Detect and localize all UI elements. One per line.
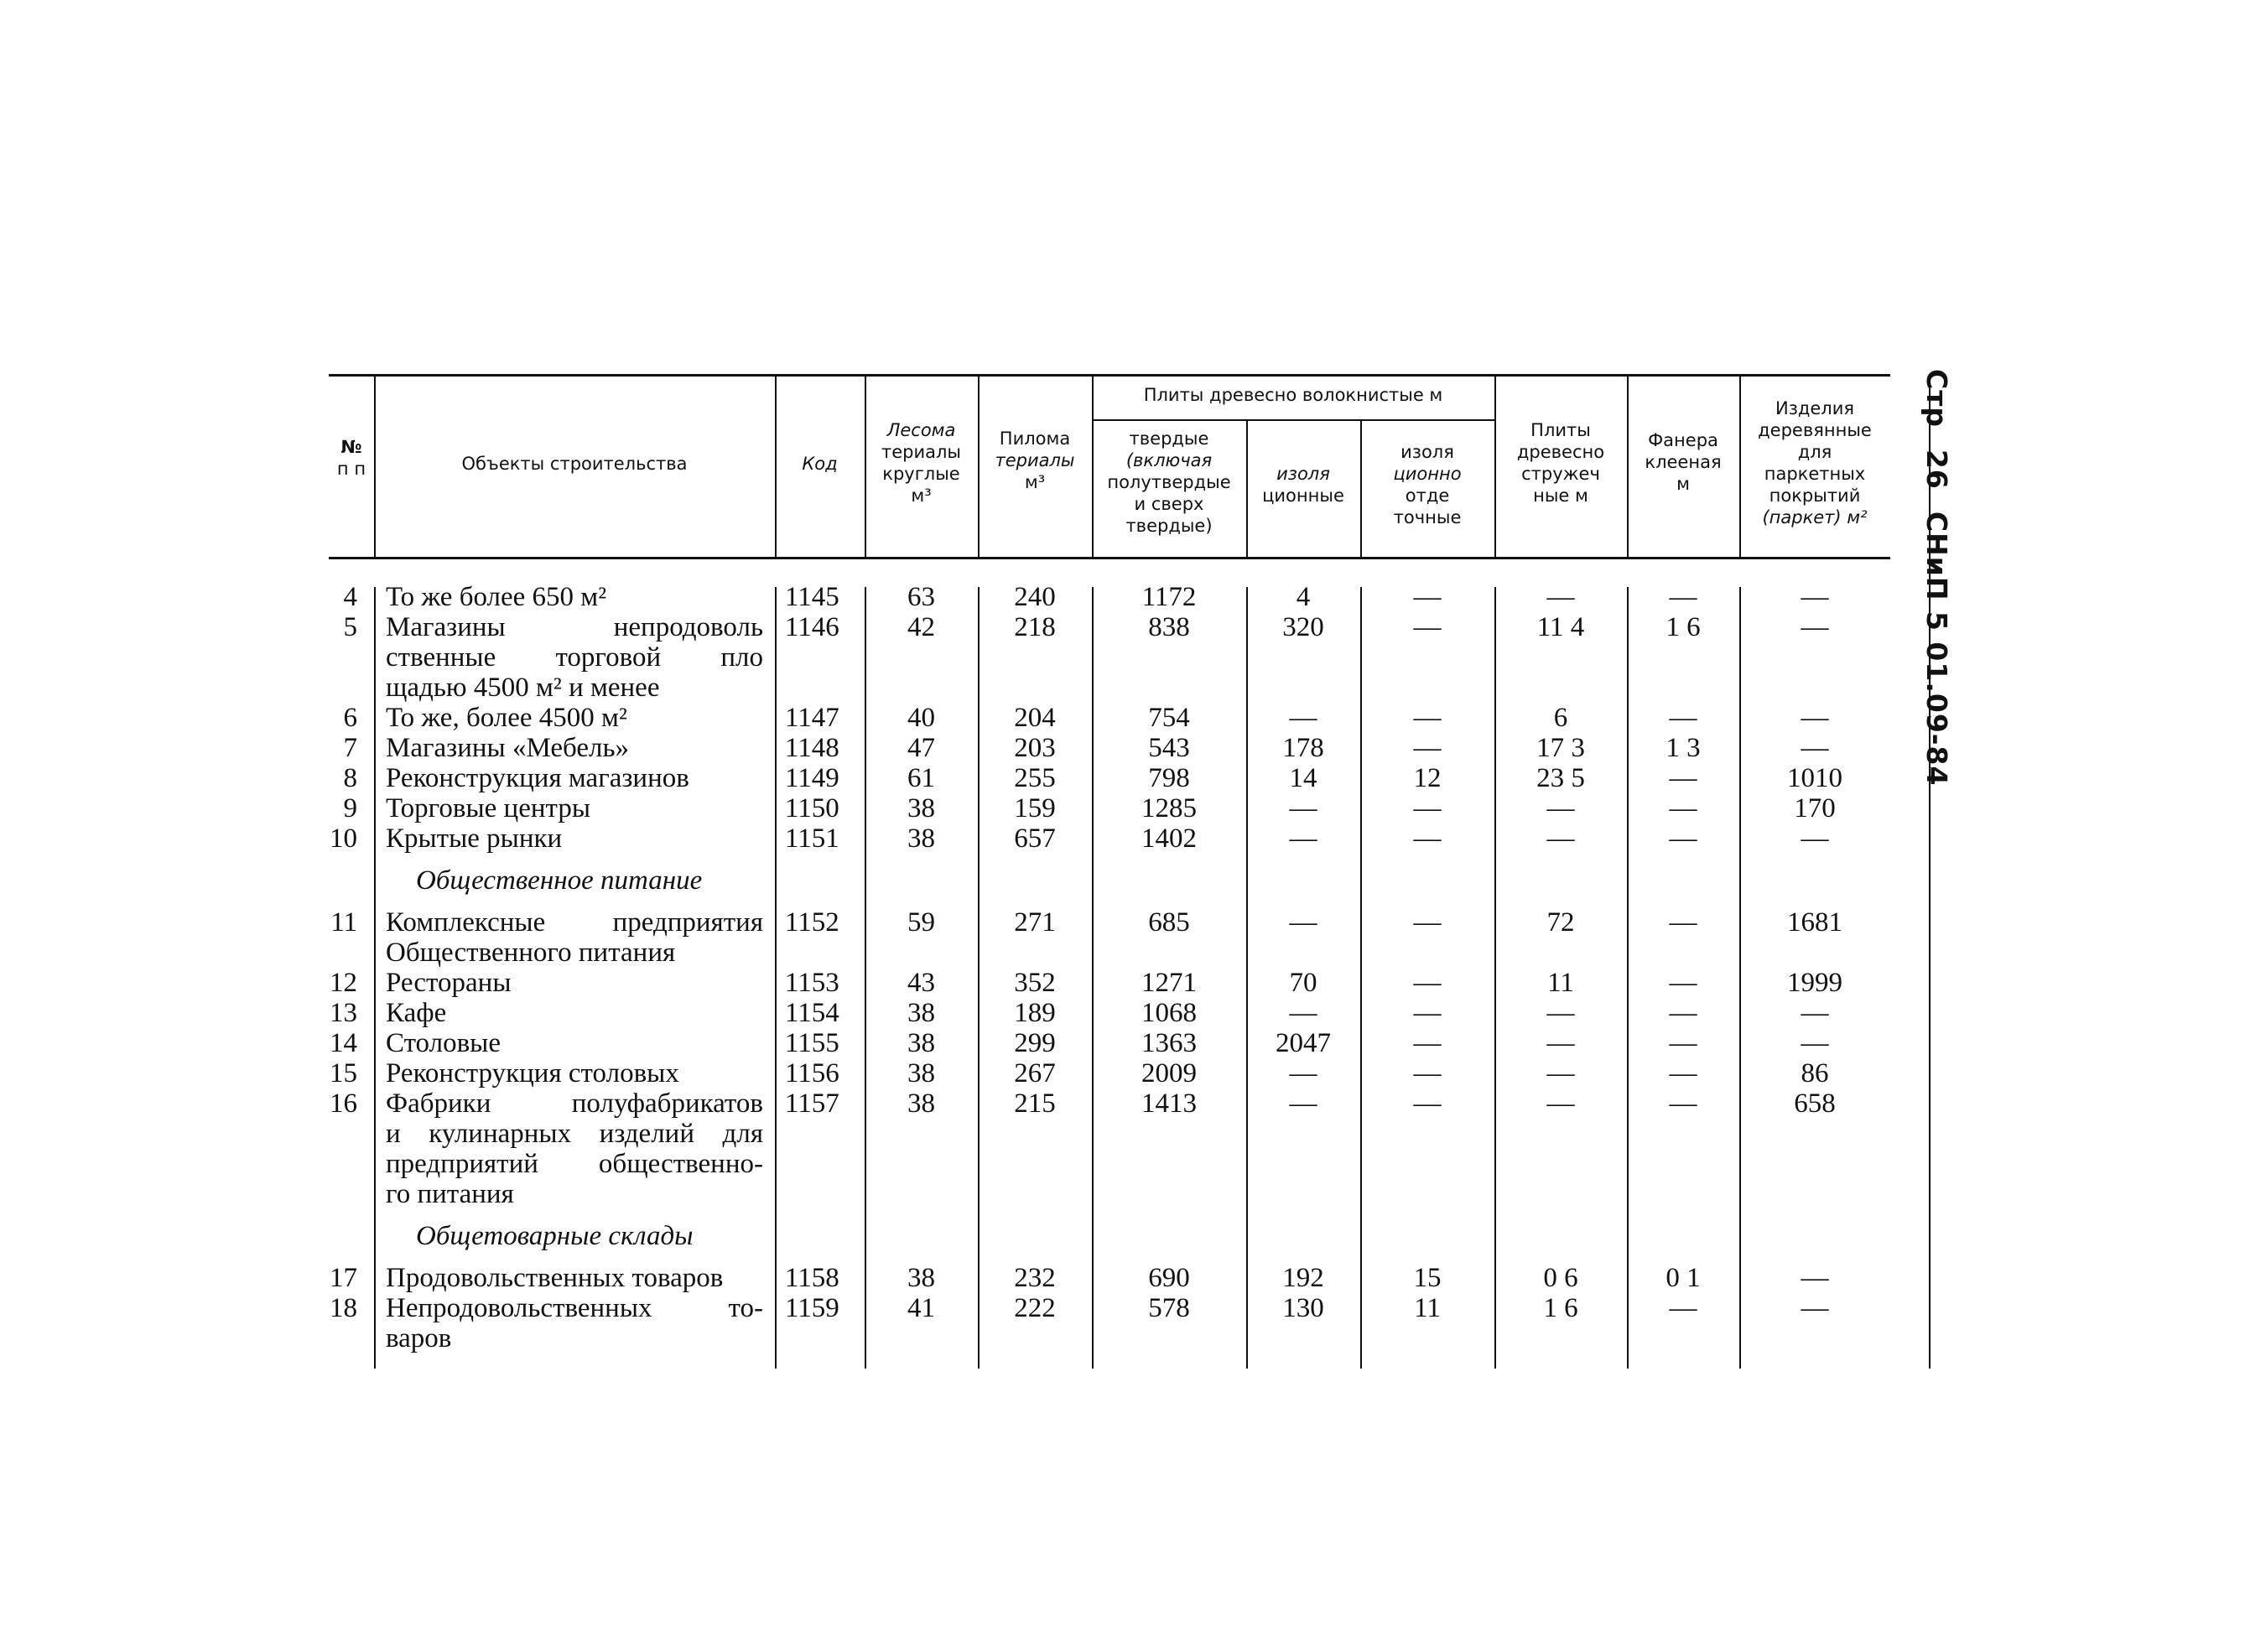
header-insul: [1246, 463, 1360, 507]
header-line: м³: [1024, 472, 1046, 492]
cell-round: 42: [907, 612, 935, 642]
cell-chip: —: [1546, 1028, 1575, 1058]
header-line: изоля: [1276, 464, 1330, 484]
section-heading: Общетоварные склады: [416, 1221, 694, 1251]
header-line: древесно: [1516, 442, 1605, 462]
cell-round: 38: [907, 1088, 935, 1119]
cell-insul: 14: [1289, 763, 1317, 793]
header-line: Пилома: [999, 429, 1071, 449]
cell-sawn: 189: [1014, 998, 1056, 1028]
cell-hard: 798: [1148, 763, 1190, 793]
cell-hard: 2009: [1141, 1058, 1197, 1088]
cell-insul-fin: 15: [1413, 1263, 1442, 1293]
header-roundwood: [865, 419, 978, 507]
cell-chip: —: [1546, 793, 1575, 823]
cell-chip: 1 6: [1543, 1293, 1578, 1323]
header-no-line: п п: [336, 459, 366, 479]
cell-plywood: —: [1669, 1293, 1697, 1323]
cell-chip: 23 5: [1536, 763, 1585, 793]
header-line: твердые: [1129, 429, 1209, 449]
row-number: 5: [343, 612, 357, 642]
row-number: 15: [330, 1058, 357, 1088]
cell-sawn: 255: [1014, 763, 1056, 793]
header-line: и сверх: [1134, 494, 1204, 514]
cell-hard: 1402: [1141, 823, 1197, 854]
cell-insul-fin: —: [1413, 1058, 1442, 1088]
object-name: Реконструкция столовых: [386, 1058, 679, 1088]
side-label-document-code: СНиП 5 01.09-84: [1920, 511, 1953, 787]
header-code: [775, 453, 865, 475]
header-insul-finishing: [1360, 441, 1494, 528]
cell-sawn: 222: [1014, 1293, 1056, 1323]
object-name: Кафе: [386, 998, 447, 1028]
header-line: стружеч: [1521, 464, 1600, 484]
object-name: Общественного питания: [386, 938, 676, 968]
cell-chip: 6: [1553, 703, 1568, 733]
header-line: (паркет) м²: [1762, 507, 1868, 527]
header-line: м: [1676, 474, 1690, 494]
cell-hard: 1363: [1141, 1028, 1197, 1058]
object-name: Столовые: [386, 1028, 501, 1058]
object-name: ственные торговой пло: [386, 642, 763, 673]
header-line: ные м: [1533, 486, 1588, 506]
row-code: 1154: [785, 998, 839, 1028]
row-number: 16: [330, 1088, 357, 1119]
cell-hard: 1172: [1141, 582, 1197, 612]
row-number: 13: [330, 998, 357, 1028]
cell-plywood: —: [1669, 1058, 1697, 1088]
cell-round: 38: [907, 1263, 935, 1293]
cell-plywood: —: [1669, 823, 1697, 854]
cell-chip: —: [1546, 998, 1575, 1028]
header-bottom-rule: [329, 557, 1890, 559]
header-line: териалы: [995, 450, 1075, 470]
cell-parquet: —: [1801, 582, 1829, 612]
row-code: 1158: [785, 1263, 839, 1293]
cell-hard: 1413: [1141, 1088, 1197, 1119]
cell-insul: —: [1289, 793, 1317, 823]
header-plywood: [1627, 429, 1739, 495]
header-group-text: Плиты древесно волокнистые м: [1143, 385, 1443, 405]
cell-plywood: —: [1669, 703, 1697, 733]
row-code: 1147: [785, 703, 839, 733]
cell-plywood: —: [1669, 968, 1697, 998]
row-code: 1159: [785, 1293, 839, 1323]
row-code: 1150: [785, 793, 839, 823]
cell-plywood: —: [1669, 998, 1697, 1028]
header-chipboard: [1494, 419, 1627, 507]
cell-sawn: 159: [1014, 793, 1056, 823]
header-line: отде: [1405, 486, 1450, 506]
cell-parquet: 170: [1794, 793, 1836, 823]
cell-insul-fin: —: [1413, 998, 1442, 1028]
cell-insul: 192: [1282, 1263, 1324, 1293]
row-number: 12: [330, 968, 357, 998]
cell-hard: 754: [1148, 703, 1190, 733]
cell-insul-fin: —: [1413, 907, 1442, 938]
object-name: Рестораны: [386, 968, 512, 998]
cell-round: 38: [907, 998, 935, 1028]
cell-insul-fin: —: [1413, 1088, 1442, 1119]
header-line: для: [1797, 442, 1832, 462]
cell-insul-fin: —: [1413, 968, 1442, 998]
cell-insul: 178: [1282, 733, 1324, 763]
header-line: териалы: [881, 442, 961, 462]
cell-insul-fin: —: [1413, 703, 1442, 733]
cell-sawn: 240: [1014, 582, 1056, 612]
cell-sawn: 352: [1014, 968, 1056, 998]
cell-sawn: 215: [1014, 1088, 1056, 1119]
cell-round: 40: [907, 703, 935, 733]
object-name: Торговые центры: [386, 793, 591, 823]
cell-sawn: 203: [1014, 733, 1056, 763]
cell-round: 43: [907, 968, 935, 998]
cell-chip: 11: [1547, 968, 1574, 998]
cell-plywood: —: [1669, 793, 1697, 823]
row-number: 8: [343, 763, 357, 793]
cell-chip: —: [1546, 823, 1575, 854]
cell-parquet: —: [1801, 733, 1829, 763]
side-label-page: Стр: [1920, 369, 1953, 428]
cell-hard: 1068: [1141, 998, 1197, 1028]
cell-sawn: 267: [1014, 1058, 1056, 1088]
header-hard: [1092, 428, 1246, 537]
cell-chip: —: [1546, 1058, 1575, 1088]
header-line: полутвердые: [1107, 472, 1231, 492]
cell-plywood: 1 6: [1666, 612, 1701, 642]
cell-plywood: —: [1669, 907, 1697, 938]
cell-round: 47: [907, 733, 935, 763]
body-col-sep: [775, 587, 777, 1369]
cell-parquet: —: [1801, 612, 1829, 642]
cell-round: 41: [907, 1293, 935, 1323]
header-line: Фанера: [1648, 430, 1718, 450]
cell-insul: 70: [1289, 968, 1317, 998]
header-line: ционные: [1262, 486, 1344, 506]
cell-parquet: —: [1801, 998, 1829, 1028]
object-name: То же более 650 м²: [386, 582, 607, 612]
object-name: Фабрики полуфабрикатов: [386, 1088, 763, 1119]
header-fibre-group: [1092, 384, 1494, 406]
page-side-label: [1920, 369, 1953, 808]
row-code: 1151: [785, 823, 839, 854]
cell-sawn: 271: [1014, 907, 1056, 938]
row-number: 18: [330, 1293, 357, 1323]
row-code: 1157: [785, 1088, 839, 1119]
cell-round: 38: [907, 793, 935, 823]
header-line: точные: [1393, 507, 1462, 527]
cell-hard: 1285: [1141, 793, 1197, 823]
cell-parquet: 1999: [1787, 968, 1842, 998]
cell-sawn: 232: [1014, 1263, 1056, 1293]
cell-insul: 130: [1282, 1293, 1324, 1323]
cell-plywood: —: [1669, 1028, 1697, 1058]
header-parquet: [1739, 397, 1890, 528]
header-line: Плиты: [1530, 420, 1591, 440]
cell-sawn: 204: [1014, 703, 1056, 733]
top-rule: [329, 374, 1890, 377]
object-name: Магазины «Мебель»: [386, 733, 630, 763]
row-code: 1148: [785, 733, 839, 763]
row-number: 7: [343, 733, 357, 763]
header-line: деревянные: [1758, 420, 1872, 440]
cell-parquet: —: [1801, 1263, 1829, 1293]
header-line: (включая: [1125, 450, 1213, 470]
section-heading: Общественное питание: [416, 865, 703, 896]
header-line: паркетных: [1764, 464, 1866, 484]
cell-plywood: 1 3: [1666, 733, 1701, 763]
object-name: Крытые рынки: [386, 823, 563, 854]
cell-hard: 685: [1148, 907, 1190, 938]
cell-insul: 320: [1282, 612, 1324, 642]
row-number: 14: [330, 1028, 357, 1058]
row-code: 1155: [785, 1028, 839, 1058]
header-sawn: [978, 428, 1092, 493]
cell-insul-fin: —: [1413, 793, 1442, 823]
cell-parquet: —: [1801, 1028, 1829, 1058]
cell-sawn: 657: [1014, 823, 1056, 854]
header-line: м³: [911, 486, 932, 506]
row-code: 1153: [785, 968, 839, 998]
cell-parquet: —: [1801, 823, 1829, 854]
cell-round: 38: [907, 1028, 935, 1058]
cell-sawn: 218: [1014, 612, 1056, 642]
cell-parquet: 86: [1801, 1058, 1829, 1088]
cell-insul-fin: 12: [1413, 763, 1442, 793]
cell-parquet: —: [1801, 703, 1829, 733]
cell-parquet: —: [1801, 1293, 1829, 1323]
cell-insul-fin: 11: [1414, 1293, 1441, 1323]
header-line: клееная: [1645, 452, 1722, 472]
row-code: 1152: [785, 907, 839, 938]
cell-insul-fin: —: [1413, 823, 1442, 854]
cell-chip: 17 3: [1536, 733, 1585, 763]
object-name: То же, более 4500 м²: [386, 703, 627, 733]
header-line: изоля: [1401, 442, 1454, 462]
cell-insul: 2047: [1276, 1028, 1331, 1058]
row-number: 17: [330, 1263, 357, 1293]
object-name: Продовольственных товаров: [386, 1263, 724, 1293]
header-line: твердые): [1125, 516, 1213, 536]
row-number: 9: [343, 793, 357, 823]
cell-sawn: 299: [1014, 1028, 1056, 1058]
cell-parquet: 1681: [1787, 907, 1842, 938]
cell-insul-fin: —: [1413, 733, 1442, 763]
object-name: предприятий общественно-: [386, 1149, 763, 1179]
header-line: Лесома: [886, 420, 956, 440]
header-object-text: Объекты строительства: [461, 454, 688, 474]
object-name: го питания: [386, 1179, 514, 1209]
object-name: и кулинарных изделий для: [386, 1119, 763, 1149]
cell-chip: —: [1546, 1088, 1575, 1119]
cell-insul: —: [1289, 907, 1317, 938]
cell-plywood: 0 1: [1666, 1263, 1701, 1293]
object-name: Комплексные предприятия: [386, 907, 763, 938]
cell-chip: 72: [1546, 907, 1575, 938]
row-number: 10: [330, 823, 357, 854]
header-line: покрытий: [1769, 486, 1861, 506]
cell-round: 38: [907, 1058, 935, 1088]
cell-hard: 578: [1148, 1293, 1190, 1323]
cell-plywood: —: [1669, 582, 1697, 612]
cell-round: 61: [907, 763, 935, 793]
header-line: круглые: [882, 464, 960, 484]
cell-hard: 690: [1148, 1263, 1190, 1293]
header-code-text: Код: [802, 454, 838, 474]
row-number: 6: [343, 703, 357, 733]
cell-insul: 4: [1296, 582, 1311, 612]
cell-insul: —: [1289, 998, 1317, 1028]
row-code: 1149: [785, 763, 839, 793]
cell-parquet: 1010: [1787, 763, 1842, 793]
side-label-page-number: 26: [1920, 449, 1953, 490]
object-name: Реконструкция магазинов: [386, 763, 689, 793]
cell-insul: —: [1289, 1088, 1317, 1119]
cell-insul-fin: —: [1413, 582, 1442, 612]
cell-hard: 543: [1148, 733, 1190, 763]
cell-hard: 1271: [1141, 968, 1197, 998]
cell-insul: —: [1289, 823, 1317, 854]
header-object: [374, 453, 775, 475]
cell-insul-fin: —: [1413, 1028, 1442, 1058]
cell-parquet: 658: [1794, 1088, 1836, 1119]
cell-round: 38: [907, 823, 935, 854]
cell-insul-fin: —: [1413, 612, 1442, 642]
cell-round: 63: [907, 582, 935, 612]
body-col-sep: [374, 587, 376, 1369]
cell-round: 59: [907, 907, 935, 938]
header-line: Изделия: [1775, 398, 1855, 418]
cell-chip: 0 6: [1543, 1263, 1578, 1293]
cell-hard: 838: [1148, 612, 1190, 642]
row-code: 1146: [785, 612, 839, 642]
cell-chip: —: [1546, 582, 1575, 612]
header-line: ционно: [1393, 464, 1462, 484]
object-name: варов: [386, 1323, 452, 1353]
fibre-group-rule: [1092, 419, 1494, 421]
object-name: щадью 4500 м² и менее: [386, 673, 660, 703]
header-no: [329, 436, 374, 480]
header-no-line: №: [340, 437, 362, 457]
cell-insul: —: [1289, 703, 1317, 733]
cell-chip: 11 4: [1536, 612, 1585, 642]
row-number: 4: [343, 582, 357, 612]
object-name: Магазины непродоволь: [386, 612, 763, 642]
cell-plywood: —: [1669, 763, 1697, 793]
cell-plywood: —: [1669, 1088, 1697, 1119]
row-code: 1156: [785, 1058, 839, 1088]
cell-insul: —: [1289, 1058, 1317, 1088]
row-code: 1145: [785, 582, 839, 612]
object-name: Непродовольственных то-: [386, 1293, 763, 1323]
row-number: 11: [330, 907, 357, 938]
